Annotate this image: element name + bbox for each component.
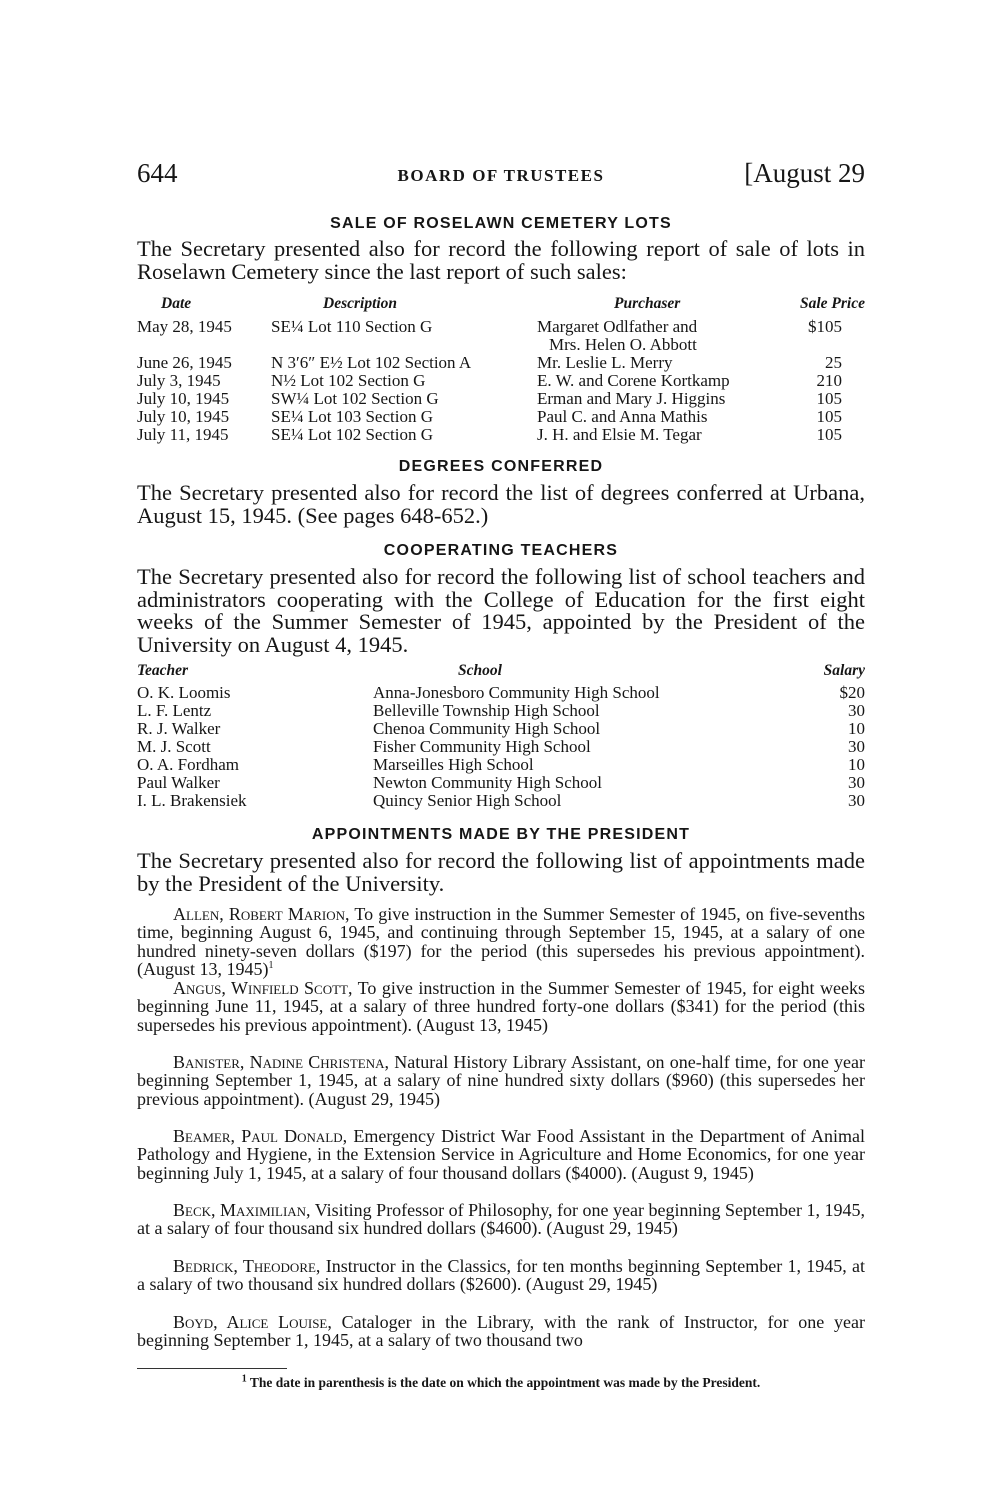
lot-price: 105 bbox=[816, 407, 842, 426]
running-head bbox=[137, 158, 865, 194]
appointment-text: Natural History Library Assistant, on one-half time, for one year beginning September 1, 1945, at a salary of nine hundred sixty dollars ($960) (this supersedes her previous appointment). (August 29, 1945) bbox=[137, 1052, 865, 1109]
teacher-school: Fisher Community High School bbox=[373, 737, 591, 756]
teacher-school: Chenoa Community High School bbox=[373, 719, 601, 738]
lot-description: SE¼ Lot 110 Section G bbox=[271, 317, 433, 336]
teacher-name: L. F. Lentz bbox=[137, 701, 212, 720]
teacher-salary: 30 bbox=[848, 791, 865, 810]
appointment-entry bbox=[137, 1313, 865, 1350]
cemetery-lots-intro: The Secretary presented also for record the following report of sale of lots in Roselawn Cemetery since the last report of such sales: bbox=[137, 236, 865, 284]
appointment-entry bbox=[137, 1201, 865, 1238]
lot-price: 105 bbox=[816, 389, 842, 408]
appointment-text: Instructor in the Classics, for ten months beginning September 1, 1945, at a salary of two thousand six hundred dollars ($2600). (August 29, 1945) bbox=[137, 1256, 865, 1295]
table-row bbox=[137, 792, 865, 810]
col-sale-price: Sale Price bbox=[800, 295, 865, 312]
table-row bbox=[137, 738, 865, 756]
lot-purchaser: E. W. and Corene Kortkamp bbox=[537, 371, 730, 390]
table-row bbox=[137, 774, 865, 792]
teacher-salary: 30 bbox=[848, 701, 865, 720]
lot-purchaser-line2: Mrs. Helen O. Abbott bbox=[549, 335, 697, 354]
lot-date: July 10, 1945 bbox=[137, 389, 230, 408]
appointee-name: Angus, Winfield Scott, bbox=[173, 978, 353, 998]
lot-date: July 10, 1945 bbox=[137, 407, 230, 426]
teacher-name: R. J. Walker bbox=[137, 719, 221, 738]
table-row bbox=[137, 756, 865, 774]
appointee-name: Allen, Robert Marion, bbox=[173, 904, 350, 924]
col-salary: Salary bbox=[823, 662, 865, 679]
teacher-salary: 30 bbox=[848, 737, 865, 756]
teacher-school: Marseilles High School bbox=[373, 755, 534, 774]
teacher-salary: 10 bbox=[848, 755, 865, 774]
teacher-name: M. J. Scott bbox=[137, 737, 211, 756]
lot-description: SE¼ Lot 103 Section G bbox=[271, 407, 433, 426]
lot-description: SW¼ Lot 102 Section G bbox=[271, 389, 439, 408]
heading-cemetery-lots: SALE OF ROSELAWN CEMETERY LOTS bbox=[330, 215, 672, 232]
cooperating-teachers-text: The Secretary presented also for record the following list of school teachers and administrators cooperating with the College of Education for the first eight weeks of the Summer Semester of 1945, appointed by the President of the University on August 4, 1945. bbox=[137, 564, 865, 657]
table-row bbox=[137, 684, 865, 702]
lot-purchaser: J. H. and Elsie M. Tegar bbox=[537, 425, 702, 444]
lot-date: July 3, 1945 bbox=[137, 371, 221, 390]
appointment-entry bbox=[137, 1257, 865, 1294]
page-number: 644 bbox=[137, 158, 178, 188]
appointee-name: Bedrick, Theodore, bbox=[173, 1256, 321, 1276]
col-school: School bbox=[458, 662, 502, 679]
lot-price: $105 bbox=[808, 317, 842, 336]
teacher-name: I. L. Brakensiek bbox=[137, 791, 247, 810]
running-date: [August 29 bbox=[744, 158, 865, 188]
teacher-school: Newton Community High School bbox=[373, 773, 603, 792]
teacher-name: O. K. Loomis bbox=[137, 683, 231, 702]
lot-purchaser: Paul C. and Anna Mathis bbox=[537, 407, 708, 426]
col-teacher: Teacher bbox=[137, 662, 189, 679]
teacher-salary: 30 bbox=[848, 773, 865, 792]
appointment-entry bbox=[137, 979, 865, 1034]
appointments-intro: The Secretary presented also for record the following list of appointments made by the President of the University. bbox=[137, 848, 865, 896]
footnote-rule bbox=[137, 1368, 287, 1369]
lot-date: July 11, 1945 bbox=[137, 425, 229, 444]
lot-purchaser: Erman and Mary J. Higgins bbox=[537, 389, 726, 408]
teacher-name: O. A. Fordham bbox=[137, 755, 239, 774]
running-title: BOARD OF TRUSTEES bbox=[397, 166, 605, 185]
lot-description: N 3′6″ E½ Lot 102 Section A bbox=[271, 353, 472, 372]
teacher-salary: 10 bbox=[848, 719, 865, 738]
teacher-salary: $20 bbox=[839, 683, 865, 702]
lot-date: June 26, 1945 bbox=[137, 353, 232, 372]
appointment-text: Visiting Professor of Philosophy, for one year beginning September 1, 1945, at a salary of four thousand six hundred dollars ($4600). (August 29, 1945) bbox=[137, 1200, 865, 1239]
lot-date: May 28, 1945 bbox=[137, 317, 232, 336]
lot-description: SE¼ Lot 102 Section G bbox=[271, 425, 433, 444]
heading-cooperating-teachers: COOPERATING TEACHERS bbox=[383, 542, 619, 559]
teacher-school: Anna-Jonesboro Community High School bbox=[373, 683, 660, 702]
appointment-entry bbox=[137, 1127, 865, 1182]
lot-price: 25 bbox=[825, 353, 842, 372]
footnote-marker: 1 bbox=[268, 960, 274, 972]
lot-purchaser: Mr. Leslie L. Merry bbox=[537, 353, 673, 372]
degrees-conferred-text: The Secretary presented also for record the list of degrees conferred at Urbana, August 15, 1945. (See pages 648-652.) bbox=[137, 480, 865, 528]
teacher-school: Quincy Senior High School bbox=[373, 791, 562, 810]
footnote bbox=[137, 1375, 865, 1391]
appointee-name: Beamer, Paul Donald, bbox=[173, 1126, 348, 1146]
appointment-text: To give instruction in the Summer Semester of 1945, on five-sevenths time, beginning August 6, 1945, and continuing through September 15, 1945, at a salary of one hundred ninety-seven dollars ($197) for the period (this supersedes his previous appointment). (August 13, 1945) bbox=[137, 904, 866, 980]
appointee-name: Boyd, Alice Louise, bbox=[173, 1312, 332, 1332]
lot-price: 105 bbox=[816, 425, 842, 444]
heading-degrees-conferred: DEGREES CONFERRED bbox=[398, 458, 604, 475]
appointee-name: Banister, Nadine Christena, bbox=[173, 1052, 390, 1072]
appointment-text: Emergency District War Food Assistant in the Department of Animal Pathology and Hygiene, in the Extension Service in Agriculture and Home Economics, for one year beginning July 1, 1945, at a salary of four thousand dollars ($4000). (August 9, 1945) bbox=[137, 1126, 865, 1183]
appointment-text: Cataloger in the Library, with the rank of Instructor, for one year beginning September 1, 1945, at a salary of two thousand two bbox=[137, 1312, 865, 1351]
col-date: Date bbox=[161, 295, 192, 312]
col-description: Description bbox=[323, 295, 398, 312]
lot-description: N½ Lot 102 Section G bbox=[271, 371, 426, 390]
heading-appointments: APPOINTMENTS MADE BY THE PRESIDENT bbox=[311, 826, 691, 843]
col-purchaser: Purchaser bbox=[614, 295, 681, 312]
footnote-number: 1 bbox=[241, 1373, 247, 1385]
appointee-name: Beck, Maximilian, bbox=[173, 1200, 311, 1220]
appointment-entry bbox=[137, 905, 865, 979]
appointment-entry bbox=[137, 1053, 865, 1108]
lot-price: 210 bbox=[816, 371, 842, 390]
document-page bbox=[137, 0, 865, 1500]
teacher-name: Paul Walker bbox=[137, 773, 220, 792]
appointment-text: To give instruction in the Summer Semester of 1945, for eight weeks beginning June 11, 1945, at a salary of three hundred forty-one dollars ($341) for the period (this supersedes his previous appointment). (August 13, 1945) bbox=[137, 978, 865, 1035]
lot-purchaser: Margaret Odlfather and bbox=[537, 317, 698, 336]
teacher-school: Belleville Township High School bbox=[373, 701, 600, 720]
table-row bbox=[137, 720, 865, 738]
footnote-text: The date in parenthesis is the date on which the appointment was made by the President. bbox=[246, 1375, 761, 1390]
table-row bbox=[137, 702, 865, 720]
